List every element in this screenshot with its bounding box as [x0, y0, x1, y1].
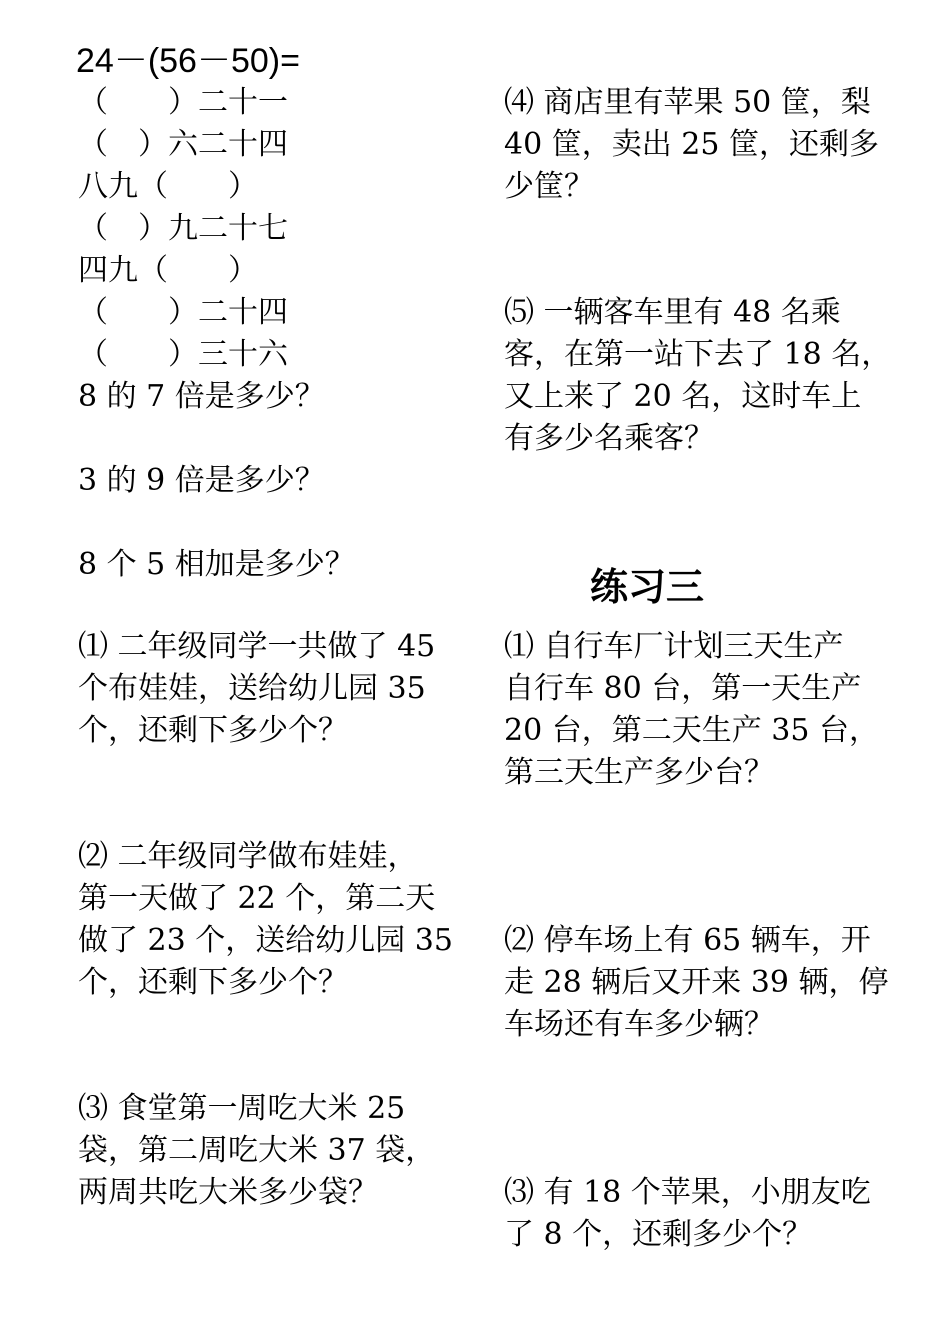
exercise-1-line-3: 20 台，第二天生产 35 台，: [504, 713, 879, 748]
problem-4-line-1: ⑷ 商店里有苹果 50 筐，梨: [504, 85, 871, 120]
rhyme-line-4: （ ）九二十七: [78, 211, 288, 246]
exercise-3-line-1: ⑶ 有 18 个苹果，小朋友吃: [504, 1175, 871, 1210]
exercise-2-line-2: 走 28 辆后又开来 39 辆，停: [504, 965, 889, 1000]
exercise-1-line-4: 第三天生产多少台？: [504, 755, 774, 790]
problem-2-line-3: 做了 23 个，送给幼儿园 35: [78, 923, 453, 958]
question-2: 3 的 9 倍是多少？: [78, 463, 325, 498]
exercise-1-line-1: ⑴ 自行车厂计划三天生产: [504, 629, 844, 664]
question-1: 8 的 7 倍是多少？: [78, 379, 325, 414]
rhyme-line-7: （ ）三十六: [78, 337, 288, 372]
exercise-1-line-2: 自行车 80 台，第一天生产: [504, 671, 862, 706]
math-expression: 24－(56－50)=: [76, 42, 300, 80]
problem-3-line-1: ⑶ 食堂第一周吃大米 25: [78, 1091, 406, 1126]
problem-2-line-2: 第一天做了 22 个，第二天: [78, 881, 436, 916]
rhyme-line-1: （ ）二十一: [78, 85, 288, 120]
problem-2-line-1: ⑵ 二年级同学做布娃娃，: [78, 839, 418, 874]
problem-2-line-4: 个，还剩下多少个？: [78, 965, 348, 1000]
rhyme-line-3: 八九（ ）: [78, 169, 258, 204]
rhyme-line-5: 四九（ ）: [78, 253, 258, 288]
rhyme-line-2: （ ）六二十四: [78, 127, 288, 162]
problem-5-line-4: 有多少名乘客？: [504, 421, 714, 456]
question-3: 8 个 5 相加是多少？: [78, 547, 355, 582]
problem-5-line-1: ⑸ 一辆客车里有 48 名乘: [504, 295, 841, 330]
exercise-2-line-3: 车场还有车多少辆？: [504, 1007, 774, 1042]
problem-1-line-1: ⑴ 二年级同学一共做了 45: [78, 629, 436, 664]
rhyme-line-6: （ ）二十四: [78, 295, 288, 330]
section-title: 练习三: [590, 564, 705, 609]
problem-1-line-2: 个布娃娃，送给幼儿园 35: [78, 671, 426, 706]
problem-4-line-3: 少筐？: [504, 169, 594, 204]
exercise-3-line-2: 了 8 个，还剩多少个？: [504, 1217, 813, 1252]
problem-5-line-2: 客，在第一站下去了 18 名，: [504, 337, 892, 372]
exercise-2-line-1: ⑵ 停车场上有 65 辆车，开: [504, 923, 871, 958]
problem-3-line-2: 袋，第二周吃大米 37 袋，: [78, 1133, 436, 1168]
problem-1-line-3: 个，还剩下多少个？: [78, 713, 348, 748]
problem-3-line-3: 两周共吃大米多少袋？: [78, 1175, 378, 1210]
problem-5-line-3: 又上来了 20 名，这时车上: [504, 379, 862, 414]
problem-4-line-2: 40 筐，卖出 25 筐，还剩多: [504, 127, 879, 162]
